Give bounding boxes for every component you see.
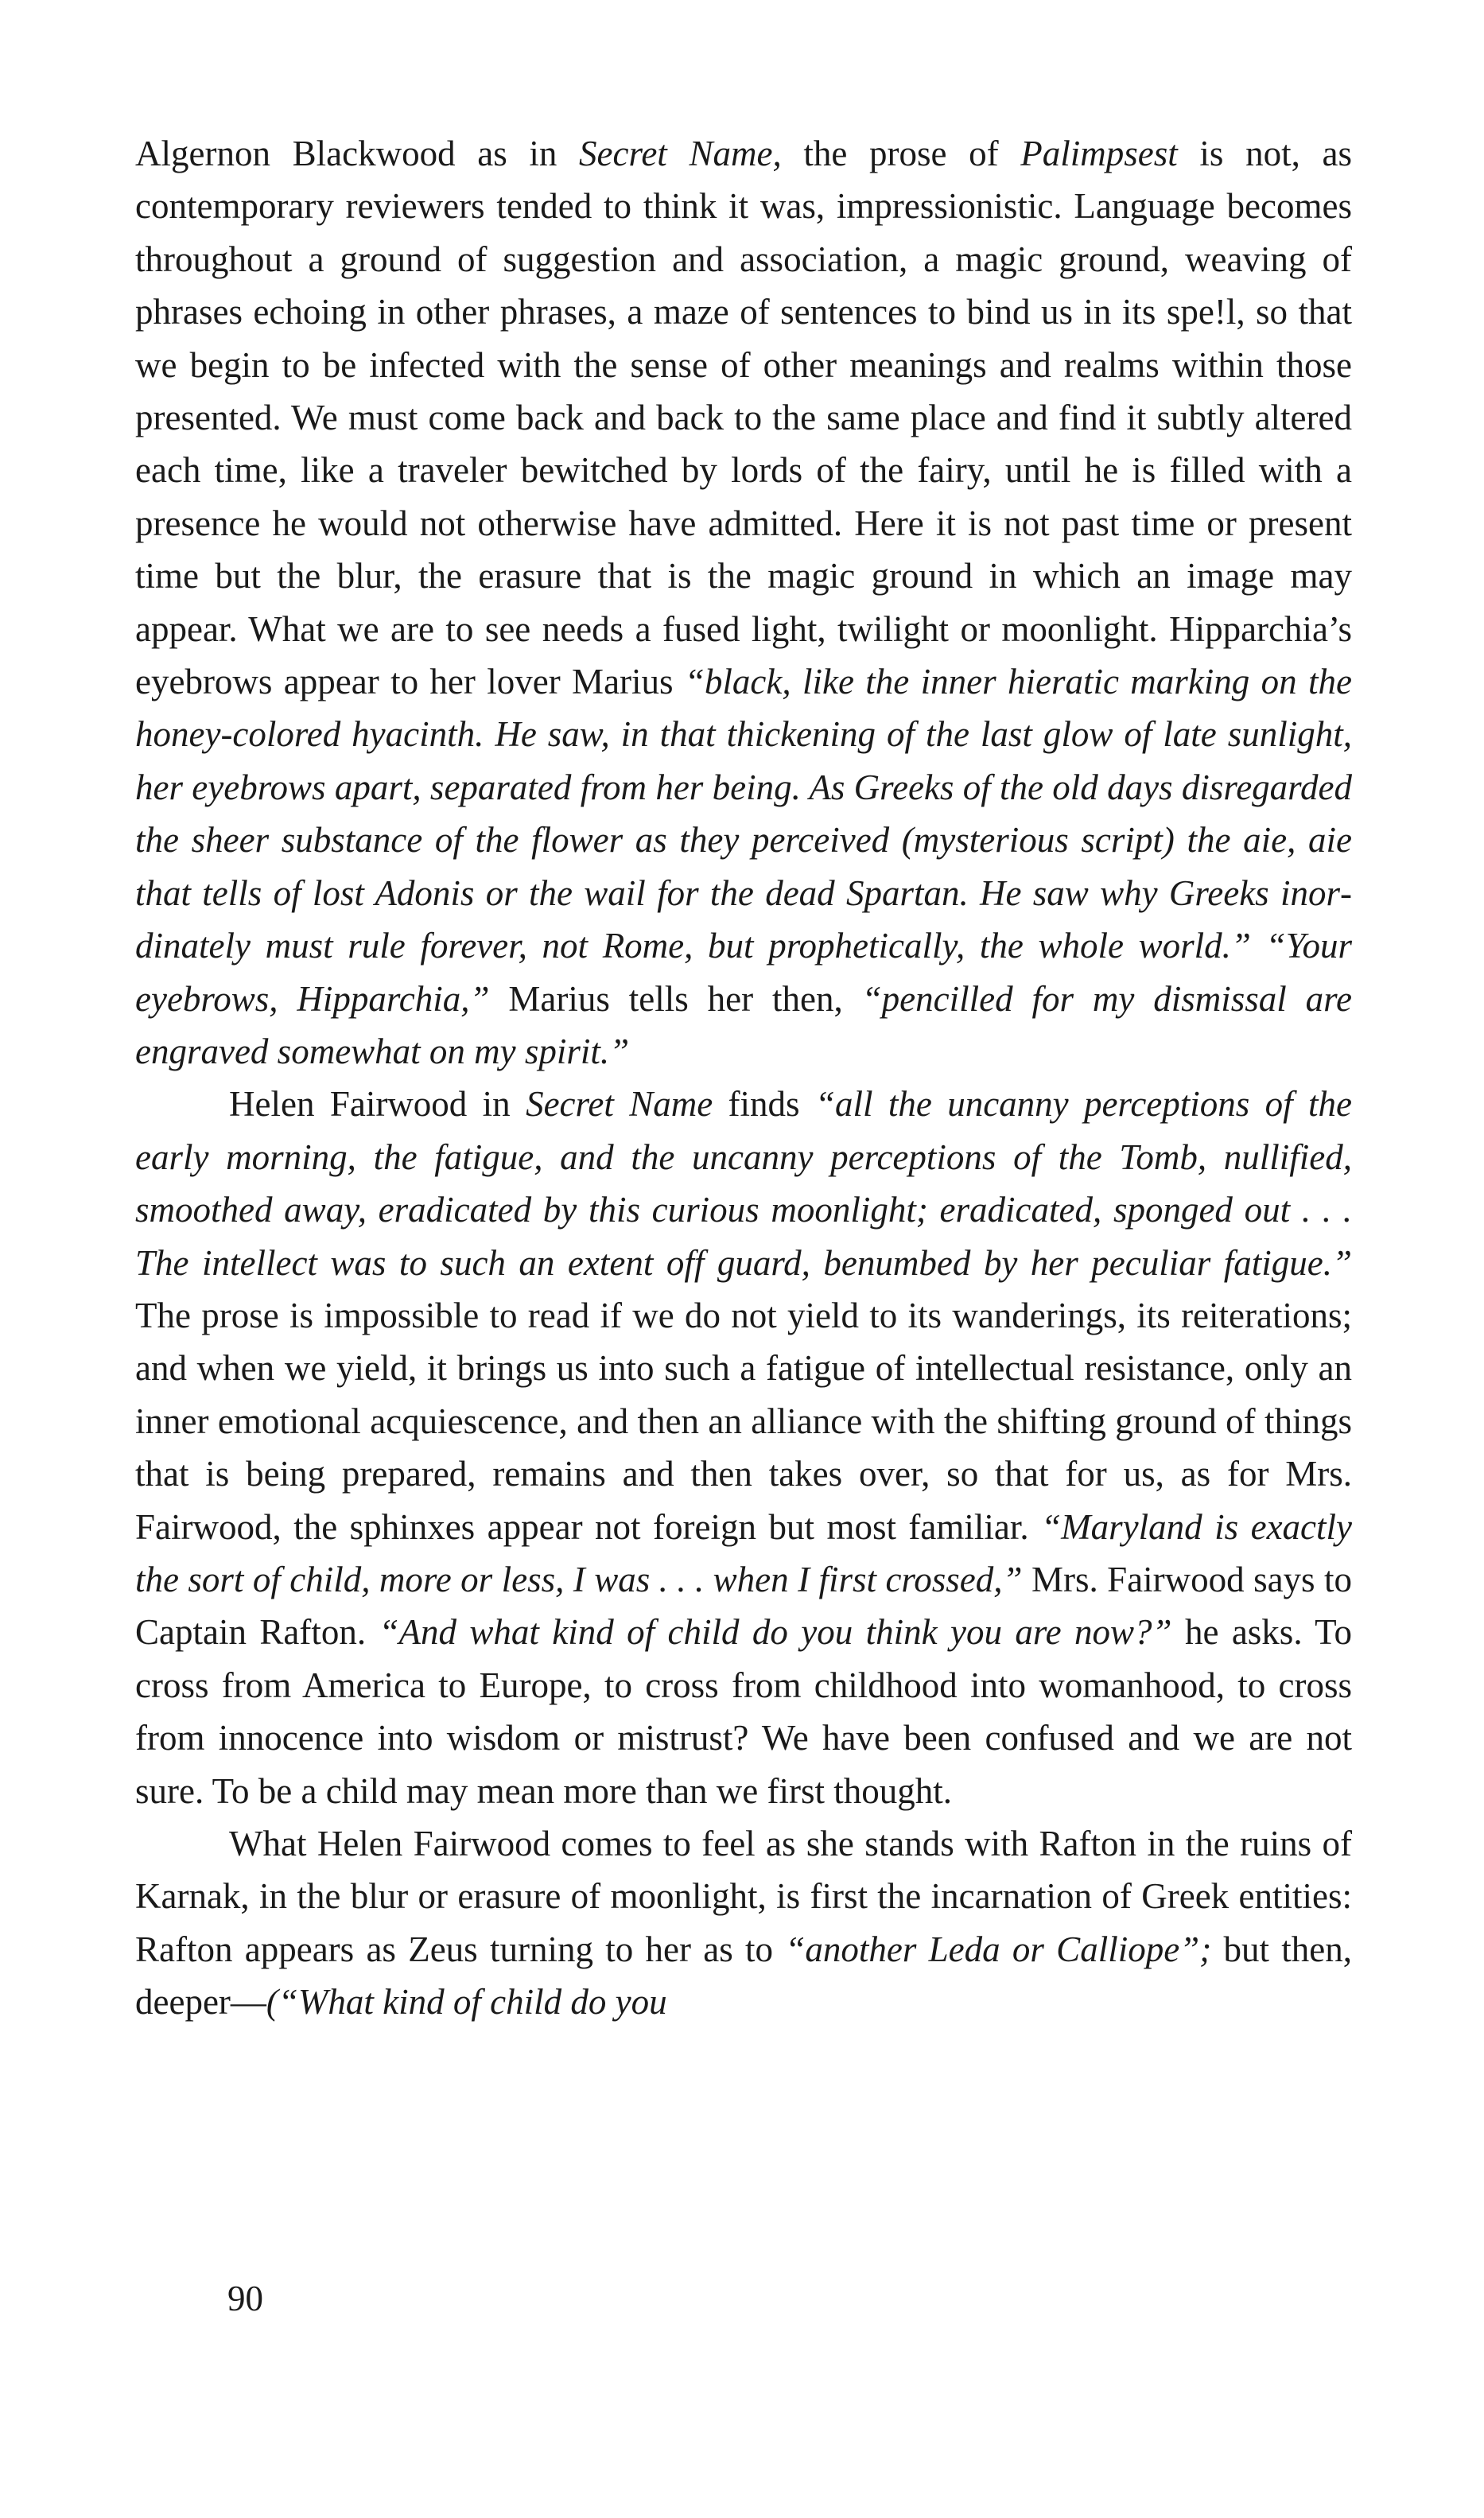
text-segment: Helen Fairwood in (229, 1084, 526, 1125)
text-segment: The prose is impossible to read if we do not yield to its wanderings, its reiterations; and when we yield, it brings us into such a fatigue of intellectual resistance, only an inner emotional acquiescence, and then an alliance with the shifting ground of things that is being prepared, remains and then takes over, so that for us, as for Mrs. Fairwood, the sphinxes appear not foreign but most familiar. (135, 1295, 1352, 1547)
italic-text-segment: “black, like the inner hieratic marking on the honey-colored hyacinth. He saw, in that thickening of the last glow of late sunlight, her eyebrows apart, separated from her being. As Greeks of the old days disregarded the sheer substance of the flower as they perceived (mysterious script) the aie, aie that tells of lost Adonis or the wail for the dead Spartan. He saw why Greeks inordinately must rule forever, not Rome, but prophetically, the whole world.” “Your eyebrows, Hipparchia,” (135, 662, 1352, 1019)
text-segment: Algernon Blackwood as in (135, 134, 580, 173)
italic-text-segment: Secret Name, (579, 134, 782, 173)
italic-text-segment: “And what kind of child do you think you are now?” (379, 1612, 1172, 1653)
text-segment: finds (713, 1084, 815, 1125)
text-segment: Mrs. Fairwood says to Captain Rafton. (135, 1559, 1352, 1653)
body-text (135, 127, 1352, 2029)
text-segment: is not, as contemporary reviewers tended to think it was, impressionistic. Language becomes throughout a ground of suggestion and association, a magic ground, weaving of phrases echoing in other phrases, a maze of sentences to bind us in its spe!l, so that we begin to be infected with the sense of other meanings and realms within those presented. We must come back and back to the same place and find it subtly altered each time, like a traveler bewitched by lords of the fairy, until he is filled with a presence he would not otherwise have admitted. Here it is not past time or present time but the blur, the erasure that is the magic ground in which an image may appear. What we are to see needs a fused light, twilight or moonlight. Hipparchia’s eyebrows appear to her lover Marius (135, 134, 1352, 702)
italic-text-segment: (“What kind of child do you (266, 1982, 667, 2023)
italic-text-segment: “Maryland is exactly the sort of child, more or less, I was . . . when I first crossed,” (135, 1506, 1353, 1599)
italic-text-segment: “another Leda or Calliope”; (785, 1929, 1212, 1969)
italic-text-segment: Palimpsest (1020, 134, 1178, 173)
italic-text-segment: Secret Name (526, 1084, 713, 1125)
text-segment: What Helen Fairwood comes to feel as she stands with Rafton in the ruins of Karnak, in the blur or erasure of moonlight, is first the incarnation of Greek entities: Rafton appears as Zeus turning to her as to (135, 1824, 1352, 1969)
italic-text-segment: “pencilled for my dismissal are engraved somewhat on my spirit.” (135, 978, 1352, 1071)
page-number: 90 (227, 2279, 263, 2318)
paragraph (135, 1078, 1352, 1817)
text-segment: he asks. To cross from America to Europe, to cross from childhood into womanhood, to cross from innocence into wisdom or mistrust? We have been confused and we are not sure. To be a child may mean more than we first thought. (135, 1612, 1352, 1811)
paragraph (135, 127, 1352, 1078)
italic-text-segment: “all the uncanny perceptions of the early morning, the fatigue, and the uncanny perceptions of the Tomb, nullified, smoothed away, eradicated by this curious moonlight; eradicated, sponged out . . . The intellect was to such an extent off guard, benumbed by her peculiar fatigue.” (135, 1084, 1353, 1283)
text-segment: Marius tells her then, (489, 978, 862, 1019)
text-segment: the prose of (781, 134, 1021, 173)
paragraph (135, 1817, 1352, 2029)
text-segment: but then, deeper— (135, 1929, 1352, 2023)
